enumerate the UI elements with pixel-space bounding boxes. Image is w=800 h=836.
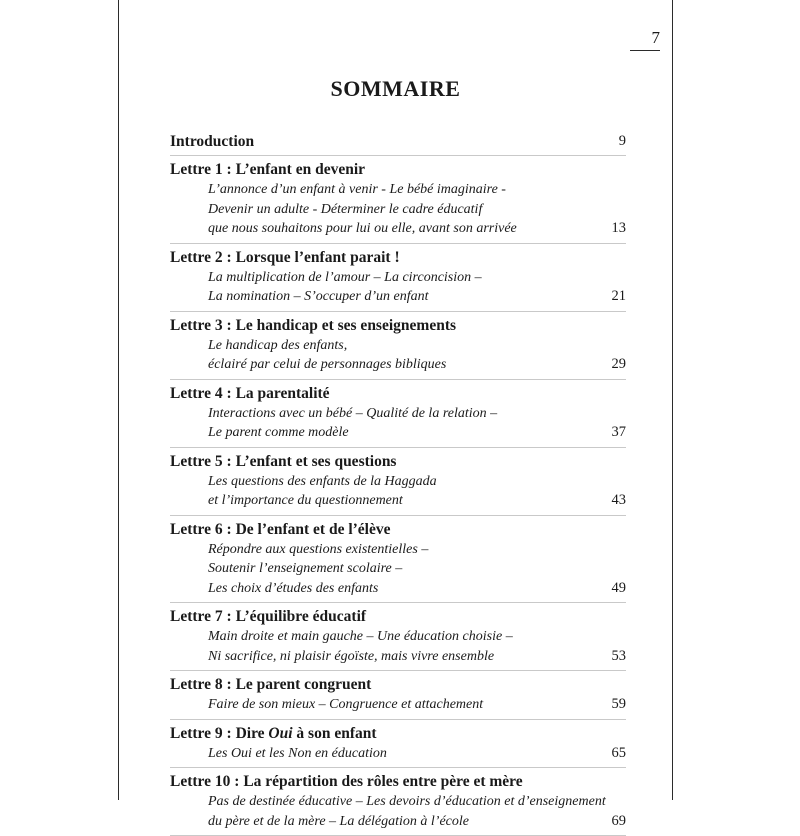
lettre-title: Lorsque l’enfant parait ! [235,248,400,266]
subtopic-line: L’annonce d’un enfant à venir - Le bébé imaginaire - [208,182,506,197]
subtopic-line: du père et de la mère – La délégation à l’école [208,813,469,829]
toc-heading [170,723,626,744]
lettre-title: L’équilibre éducatif [235,608,367,625]
subtopic-line: Le parent comme modèle [208,425,349,440]
toc-subtopics [170,695,626,715]
toc-page-number: 13 [611,220,626,236]
table-of-contents [170,128,626,836]
lettre-title: L’enfant en devenir [235,161,366,178]
toc-heading [170,451,626,472]
lettre-number: Lettre 10 : [170,773,240,790]
toc-page-number: 21 [611,288,626,304]
toc-subtopics [170,336,626,375]
toc-subtopics [170,180,626,239]
lettre-title: Le handicap et ses enseignements [235,316,457,334]
toc-entry-lettre-4 [170,380,626,448]
subtopic-line: Devenir un adulte - Déterminer le cadre éducatif [208,201,483,217]
lettre-number: Lettre 7 : [170,608,232,625]
toc-subtopics [170,472,626,511]
toc-subtopics [170,540,626,599]
toc-entry-lettre-5 [170,448,626,516]
subtopic-line: Le handicap des enfants, [208,337,348,353]
toc-heading [170,519,626,540]
subtopic-line: La multiplication de l’amour – La circoncision – [208,269,482,285]
subtopic-line: Les choix d’études des enfants [208,580,379,596]
lettre-number: Lettre 2 : [170,248,232,266]
subtopic-line: Faire de son mieux – Congruence et attachement [208,697,484,712]
toc-heading: Introduction [170,133,255,150]
toc-page-number: 49 [611,579,626,596]
lettre-title-part: à son enfant [296,724,377,742]
toc-page-number: 43 [611,492,626,508]
lettre-title: La répartition des rôles entre père et mère [243,773,523,790]
lettre-title: La parentalité [235,384,330,402]
toc-entry-lettre-8 [170,671,626,720]
toc-heading [170,315,626,336]
lettre-number: Lettre 8 : [170,676,232,693]
subtopic-line: Pas de destinée éducative – Les devoirs d’éducation et d’enseignement [208,794,606,809]
toc-entry-lettre-1 [170,156,626,244]
lettre-title-part: Dire [235,724,265,742]
toc-page-number: 29 [611,356,626,372]
subtopic-line: Répondre aux questions existentielles – [208,541,429,557]
toc-subtopics [170,404,626,443]
toc-page-number: 65 [611,744,626,761]
subtopic-line: Main droite et main gauche – Une éducation choisie – [208,629,513,644]
toc-letter-list [170,156,626,836]
toc-entry-lettre-9 [170,720,626,769]
subtopic-line: La nomination – S’occuper d’un enfant [208,289,429,304]
subtopic-line: Interactions avec un bébé – Qualité de la relation – [208,405,498,421]
toc-page-number: 53 [611,647,626,664]
toc-entry-lettre-2 [170,244,626,312]
lettre-number: Lettre 3 : [170,316,232,334]
toc-subtopics [170,268,626,307]
subtopic-line: Ni sacrifice, ni plaisir égoïste, mais vivre ensemble [208,648,495,664]
subtopic-line: Soutenir l’enseignement scolaire – [208,561,403,576]
toc-subtopics [170,627,626,666]
subtopic-line: Les Oui et les Non en éducation [208,745,387,761]
toc-heading [170,771,626,792]
subtopic-line: que nous souhaitons pour lui ou elle, avant son arrivée [208,221,517,236]
toc-entry-lettre-6 [170,516,626,604]
page-number: 7 [630,28,660,51]
lettre-number: Lettre 9 : [170,724,232,742]
subtopic-line: et l’importance du questionnement [208,493,403,508]
lettre-number: Lettre 1 : [170,161,232,178]
toc-heading [170,674,626,695]
lettre-title: L’enfant et ses questions [235,452,397,470]
lettre-number: Lettre 6 : [170,520,232,538]
toc-page-number: 69 [611,812,626,829]
toc-page-number: 37 [611,424,626,440]
toc-entry-lettre-7 [170,603,626,671]
toc-heading [170,383,626,404]
toc-heading [170,159,626,180]
toc-subtopics [170,744,626,764]
subtopic-line: Les questions des enfants de la Haggada [208,473,437,489]
toc-entry-lettre-10 [170,768,626,836]
lettre-number: Lettre 5 : [170,452,232,470]
toc-subtopics [170,792,626,831]
lettre-title: De l’enfant et de l’élève [235,520,391,538]
lettre-title-emphasis: Oui [268,724,293,742]
lettre-number: Lettre 4 : [170,384,232,402]
toc-page-number: 9 [618,133,626,149]
toc-entry-lettre-3 [170,312,626,380]
toc-page-number: 59 [611,696,626,712]
toc-entry-introduction [170,128,626,156]
lettre-title: Le parent congruent [235,676,372,693]
toc-heading [170,606,626,627]
toc-heading [170,247,626,268]
page-title: SOMMAIRE [330,76,461,101]
subtopic-line: éclairé par celui de personnages bibliques [208,357,447,372]
